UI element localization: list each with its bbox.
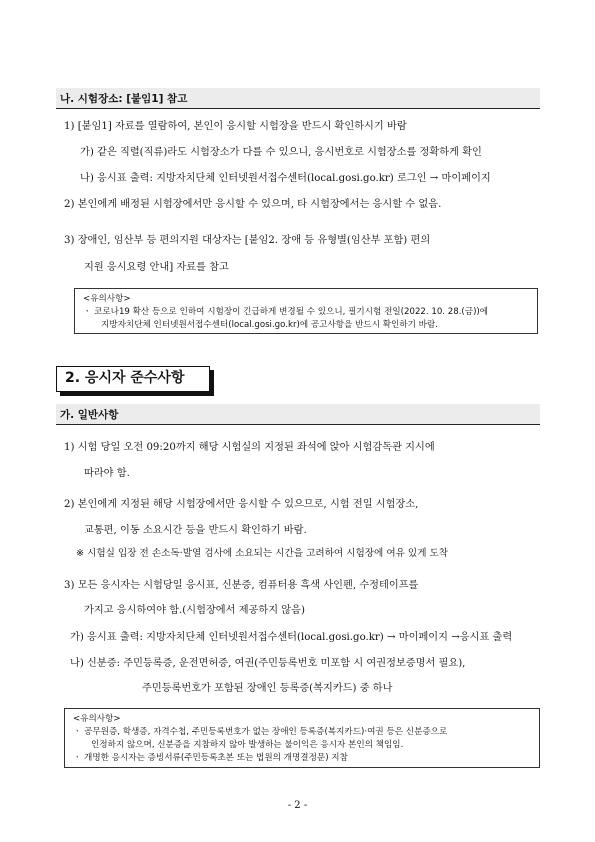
note-line: ㆍ 코로나19 확산 등으로 인하여 시험장이 긴급하게 변경될 수 있으니, 필기시험 전일(2022. 10. 28.(금))에 <box>83 307 489 317</box>
s2-item-3-na-line2: 주민등록번호가 포함된 장애인 등록증(복지카드) 중 하나 <box>142 683 393 694</box>
s2-item-2-line1: 2) 본인에게 지정된 해당 시험장에서만 응시할 수 있으므로, 시험 전일 시험장소, <box>64 499 419 510</box>
note-box-id-card <box>64 708 540 768</box>
na-item-1: 1) [붙임1] 자료를 열람하여, 본인이 응시할 시험장을 반드시 확인하시기 바람 <box>64 121 407 132</box>
na-item-1-ga: 가) 같은 직렬(직류)라도 시험장소가 다를 수 있으니, 응시번호로 시험장소를 정확하게 확인 <box>80 147 482 158</box>
note-line: 인정하지 않으며, 신분증을 지참하지 않아 발생하는 불이익은 응시자 본인의 책임임. <box>91 740 404 750</box>
na-item-3-line1: 3) 장애인, 임산부 등 편의지원 대상자는 [붙임2. 장애 등 유형별(임산부 포함) 편의 <box>64 235 431 246</box>
note-line: ㆍ 공무원증, 학생증, 자격수첩, 주민등록번호가 없는 장애인 등록증(복지카드)·여권 등은 신분증으로 <box>73 727 448 737</box>
s2-item-1-line2: 따라야 함. <box>84 468 130 479</box>
na-item-1-na: 나) 응시표 출력: 지방자치단체 인터넷원서접수센터(local.gosi.go.kr) 로그인 → 마이페이지 <box>80 173 491 184</box>
section-2-title: 2. 응시자 준수사항 <box>56 366 210 392</box>
s2-item-3-ga: 가) 응시표 출력: 지방자치단체 인터넷원서접수센터(local.gosi.go.kr) → 마이페이지 →응시표 출력 <box>70 632 513 643</box>
page-number: - 2 - <box>287 800 308 811</box>
s2-item-1-line1: 1) 시험 당일 오전 09:20까지 해당 시험실의 지정된 좌석에 앉아 시험감독관 지시에 <box>64 442 435 453</box>
s2-item-2-note: ※ 시험실 입장 전 손소독·발열 검사에 소요되는 시간을 고려하여 시험장에 여유 있게 도착 <box>76 548 449 559</box>
section-2-subheading-bar <box>56 404 540 425</box>
na-item-3-line2: 지원 응시요령 안내] 자료를 참고 <box>84 262 229 273</box>
section-na-heading: 나. 시험장소: [붙임1] 참고 <box>60 93 188 105</box>
note-box-exam-location <box>74 288 538 334</box>
s2-item-3-na-line1: 나) 신분증: 주민등록증, 운전면허증, 여권(주민등록번호 미포함 시 여권정보증명서 필요), <box>70 658 466 669</box>
note-title: <유의사항> <box>83 294 131 304</box>
note-line: ㆍ 개명한 응시자는 증빙서류(주민등록초본 또는 법원의 개명결정문) 지참 <box>73 753 348 763</box>
note-line: 지방자치단체 인터넷원서접수센터(local.gosi.go.kr)에 공고사항을 반드시 확인하기 바람. <box>101 320 439 330</box>
section-2-subheading: 가. 일반사항 <box>60 409 119 421</box>
s2-item-2-line2: 교통편, 이동 소요시간 등을 반드시 확인하기 바람. <box>84 525 307 536</box>
note-title: <유의사항> <box>73 714 121 724</box>
s2-item-3-line2: 가지고 응시하여야 함.(시험장에서 제공하지 않음) <box>84 605 305 616</box>
na-item-2: 2) 본인에게 배정된 시험장에서만 응시할 수 있으며, 타 시험장에서는 응시할 수 없음. <box>64 199 442 210</box>
s2-item-3-line1: 3) 모든 응시자는 시험당일 응시표, 신분증, 컴퓨터용 흑색 사인펜, 수정테이프를 <box>64 580 419 591</box>
